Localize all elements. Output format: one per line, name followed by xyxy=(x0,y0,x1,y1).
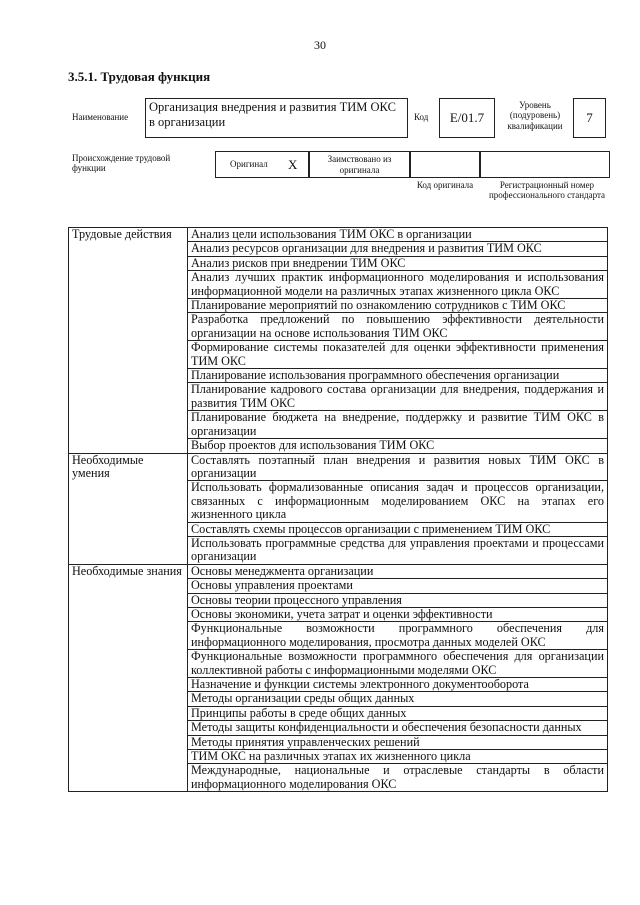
table-row xyxy=(69,228,608,242)
section-item: Планирование использования программного обеспечения организации xyxy=(188,369,608,383)
origin-code-label: Код оригинала xyxy=(416,180,474,190)
section-item: Использовать программные средства для управления проектами и процессами организации xyxy=(188,536,608,564)
section-item: Составлять схемы процессов организации с применением ТИМ ОКС xyxy=(188,522,608,536)
section-item: Анализ лучших практик информационного моделирования и использования информационной модели на различных этапах жизненного цикла ОКС xyxy=(188,271,608,299)
section-item: ТИМ ОКС на различных этапах их жизненного цикла xyxy=(188,750,608,764)
section-item: Планирование кадрового состава организации для внедрения, поддержания и развития ТИМ ОКС xyxy=(188,383,608,411)
table-row xyxy=(69,453,608,481)
section-item: Анализ цели использования ТИМ ОКС в организации xyxy=(188,228,608,242)
section-item: Основы экономики, учета затрат и оценки эффективности xyxy=(188,607,608,621)
section-item: Анализ рисков при внедрении ТИМ ОКС xyxy=(188,256,608,270)
section-item: Основы теории процессного управления xyxy=(188,593,608,607)
borrowed-cell: Заимствовано из оригинала xyxy=(309,151,410,178)
section-item: Основы управления проектами xyxy=(188,579,608,593)
section-item: Анализ ресурсов организации для внедрения и развития ТИМ ОКС xyxy=(188,242,608,256)
section-item: Принципы работы в среде общих данных xyxy=(188,706,608,720)
section-title: 3.5.1. Трудовая функция xyxy=(68,69,211,84)
section-item: Функциональные возможности программного обеспечения для информационного моделирования, просмотра данных моделей ОКС xyxy=(188,622,608,650)
section-item: Функциональные возможности программного обеспечения для организации коллективной работы с информационными моделями ОКС xyxy=(188,650,608,678)
section-item: Разработка предложений по повышению эффективности деятельности организации на основе использования ТИМ ОКС xyxy=(188,313,608,341)
original-cell xyxy=(215,151,309,178)
table-row xyxy=(69,564,608,578)
section-category: Необходимые знания xyxy=(69,564,188,792)
reg-number-cell xyxy=(480,151,610,178)
section-item: Выбор проектов для использования ТИМ ОКС xyxy=(188,439,608,453)
section-item: Планирование бюджета на внедрение, поддержку и развитие ТИМ ОКС в организации xyxy=(188,411,608,439)
origin-label: Происхождение трудовой функции xyxy=(72,153,171,174)
section-category: Необходимые умения xyxy=(69,453,188,564)
code-label: Код xyxy=(414,112,429,122)
section-item: Назначение и функции системы электронного документооборота xyxy=(188,678,608,692)
section-item: Составлять поэтапный план внедрения и развития новых ТИМ ОКС в организации xyxy=(188,453,608,481)
section-item: Международные, национальные и отраслевые стандарты в области информационного моделирования ОКС xyxy=(188,764,608,792)
section-item: Планирование мероприятий по ознакомлению сотрудников с ТИМ ОКС xyxy=(188,299,608,313)
section-item: Основы менеджмента организации xyxy=(188,564,608,578)
section-item: Использовать формализованные описания задач и процессов организации, связанных с информационным моделированием ОКС на этапах его жизненного цикла xyxy=(188,481,608,522)
original-mark: X xyxy=(288,157,298,172)
section-item: Методы защиты конфиденциальности и обеспечения безопасности данных xyxy=(188,721,608,735)
section-category: Трудовые действия xyxy=(69,228,188,454)
name-label: Наименование xyxy=(72,112,129,122)
section-item: Методы организации среды общих данных xyxy=(188,692,608,706)
section-item: Методы принятия управленческих решений xyxy=(188,735,608,749)
qualification-level: 7 xyxy=(573,98,606,138)
original-label: Оригинал xyxy=(230,159,268,169)
level-label: Уровень (подуровень) квалификации xyxy=(507,100,563,131)
section-item: Формирование системы показателей для оценки эффективности применения ТИМ ОКС xyxy=(188,341,608,369)
function-code: Е/01.7 xyxy=(439,98,495,138)
page-number: 30 xyxy=(314,38,326,52)
function-table xyxy=(68,227,608,792)
function-name: Организация внедрения и развития ТИМ ОКС в организации xyxy=(145,98,408,138)
origin-code-cell xyxy=(410,151,480,178)
reg-number-label: Регистрационный номер профессионального стандарта xyxy=(488,180,606,201)
